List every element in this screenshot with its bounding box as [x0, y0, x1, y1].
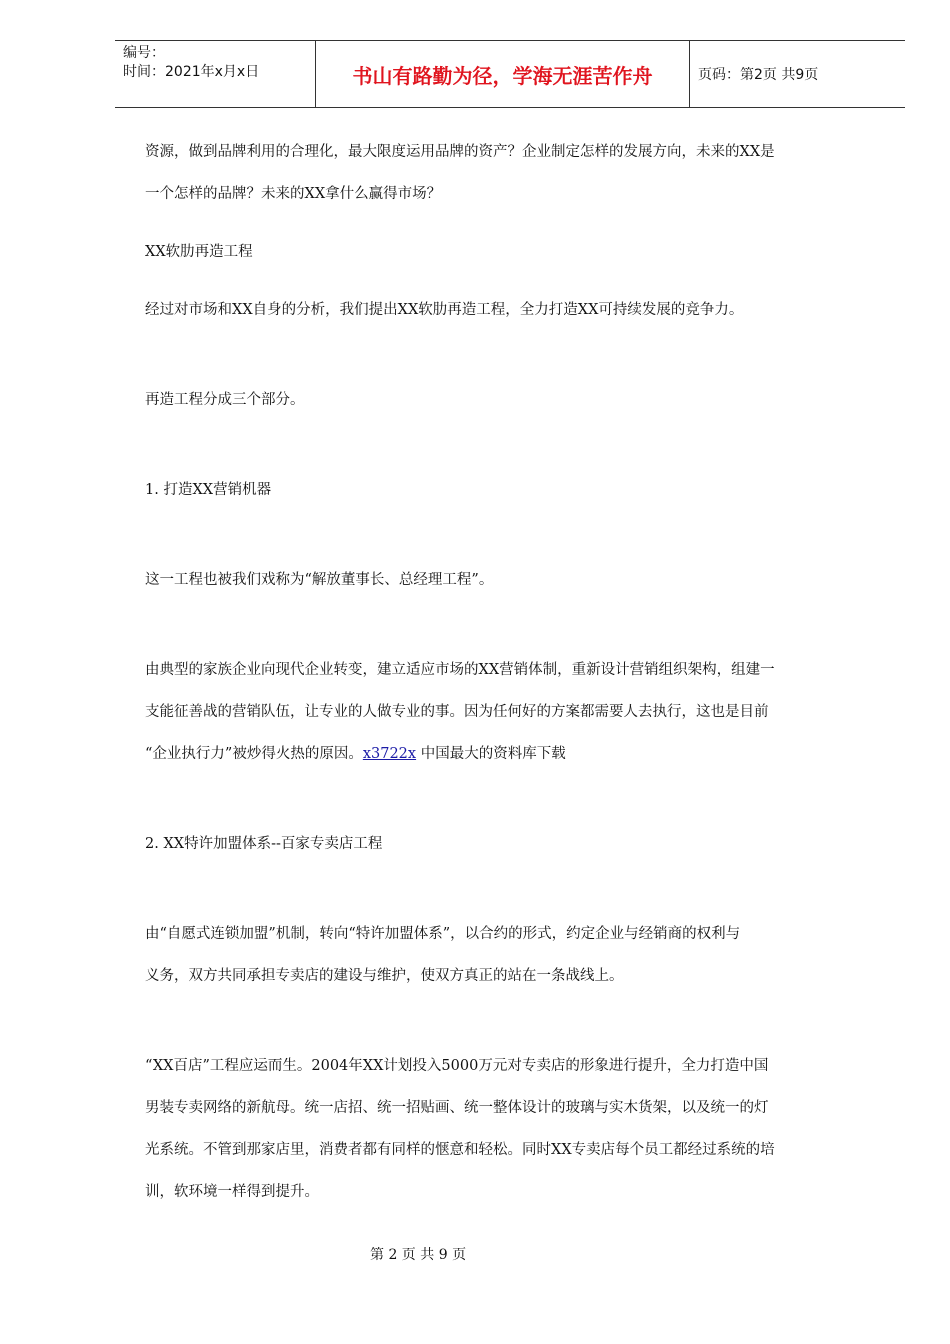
list-item: 1. 打造XX营销机器	[145, 482, 272, 498]
list-item: 2. XX特许加盟体系--百家专卖店工程	[145, 836, 383, 852]
paragraph-line: 训，软环境一样得到提升。	[145, 1184, 319, 1200]
paragraph-line: 男装专卖网络的新航母。统一店招、统一招贴画、统一整体设计的玻璃与实木货架，以及统一的灯	[145, 1100, 769, 1116]
document-number-label: 编号：	[123, 45, 165, 61]
paragraph-line: 光系统。不管到那家店里，消费者都有同样的惬意和轻松。同时XX专卖店每个员工都经过系统的培	[145, 1142, 775, 1158]
resource-link[interactable]: x3722x	[362, 746, 417, 762]
paragraph-line: 由“自愿式连锁加盟”机制，转向“特许加盟体系”，以合约的形式，约定企业与经销商的权利与	[145, 926, 741, 942]
paragraph-line: 资源，做到品牌利用的合理化，最大限度运用品牌的资产？企业制定怎样的发展方向，未来的XX是	[145, 144, 775, 160]
header-meta	[115, 41, 316, 107]
paragraph-line: 这一工程也被我们戏称为“解放董事长、总经理工程”。	[145, 572, 494, 588]
page-header	[115, 40, 905, 108]
paragraph-line: “XX百店”工程应运而生。2004年XX计划投入5000万元对专卖店的形象进行提升，全力打造中国	[145, 1058, 769, 1074]
header-motto: 书山有路勤为径，学海无涯苦作舟	[316, 41, 690, 107]
paragraph-text: “企业执行力”被炒得火热的原因。	[145, 746, 363, 762]
paragraph-line: 再造工程分成三个部分。	[145, 392, 305, 408]
document-body	[145, 131, 875, 1213]
paragraph-text: 中国最大的资料库下载	[416, 746, 566, 762]
paragraph-line	[145, 733, 875, 775]
paragraph-line: 支能征善战的营销队伍，让专业的人做专业的事。因为任何好的方案都需要人去执行，这也是目前	[145, 704, 769, 720]
document-time: 时间：2021年x月x日	[123, 64, 260, 80]
page-footer: 第 2 页 共 9 页	[370, 1247, 467, 1263]
header-page-info: 页码：第2页 共9页	[698, 67, 819, 83]
section-heading: XX软肋再造工程	[145, 244, 253, 260]
paragraph-line: 经过对市场和XX自身的分析，我们提出XX软肋再造工程，全力打造XX可持续发展的竞争力。	[145, 302, 744, 318]
paragraph-line: 义务，双方共同承担专卖店的建设与维护，使双方真正的站在一条战线上。	[145, 968, 624, 984]
paragraph-line: 由典型的家族企业向现代企业转变，建立适应市场的XX营销体制，重新设计营销组织架构，组建一	[145, 662, 775, 678]
paragraph-line: 一个怎样的品牌？未来的XX拿什么赢得市场？	[145, 186, 442, 202]
